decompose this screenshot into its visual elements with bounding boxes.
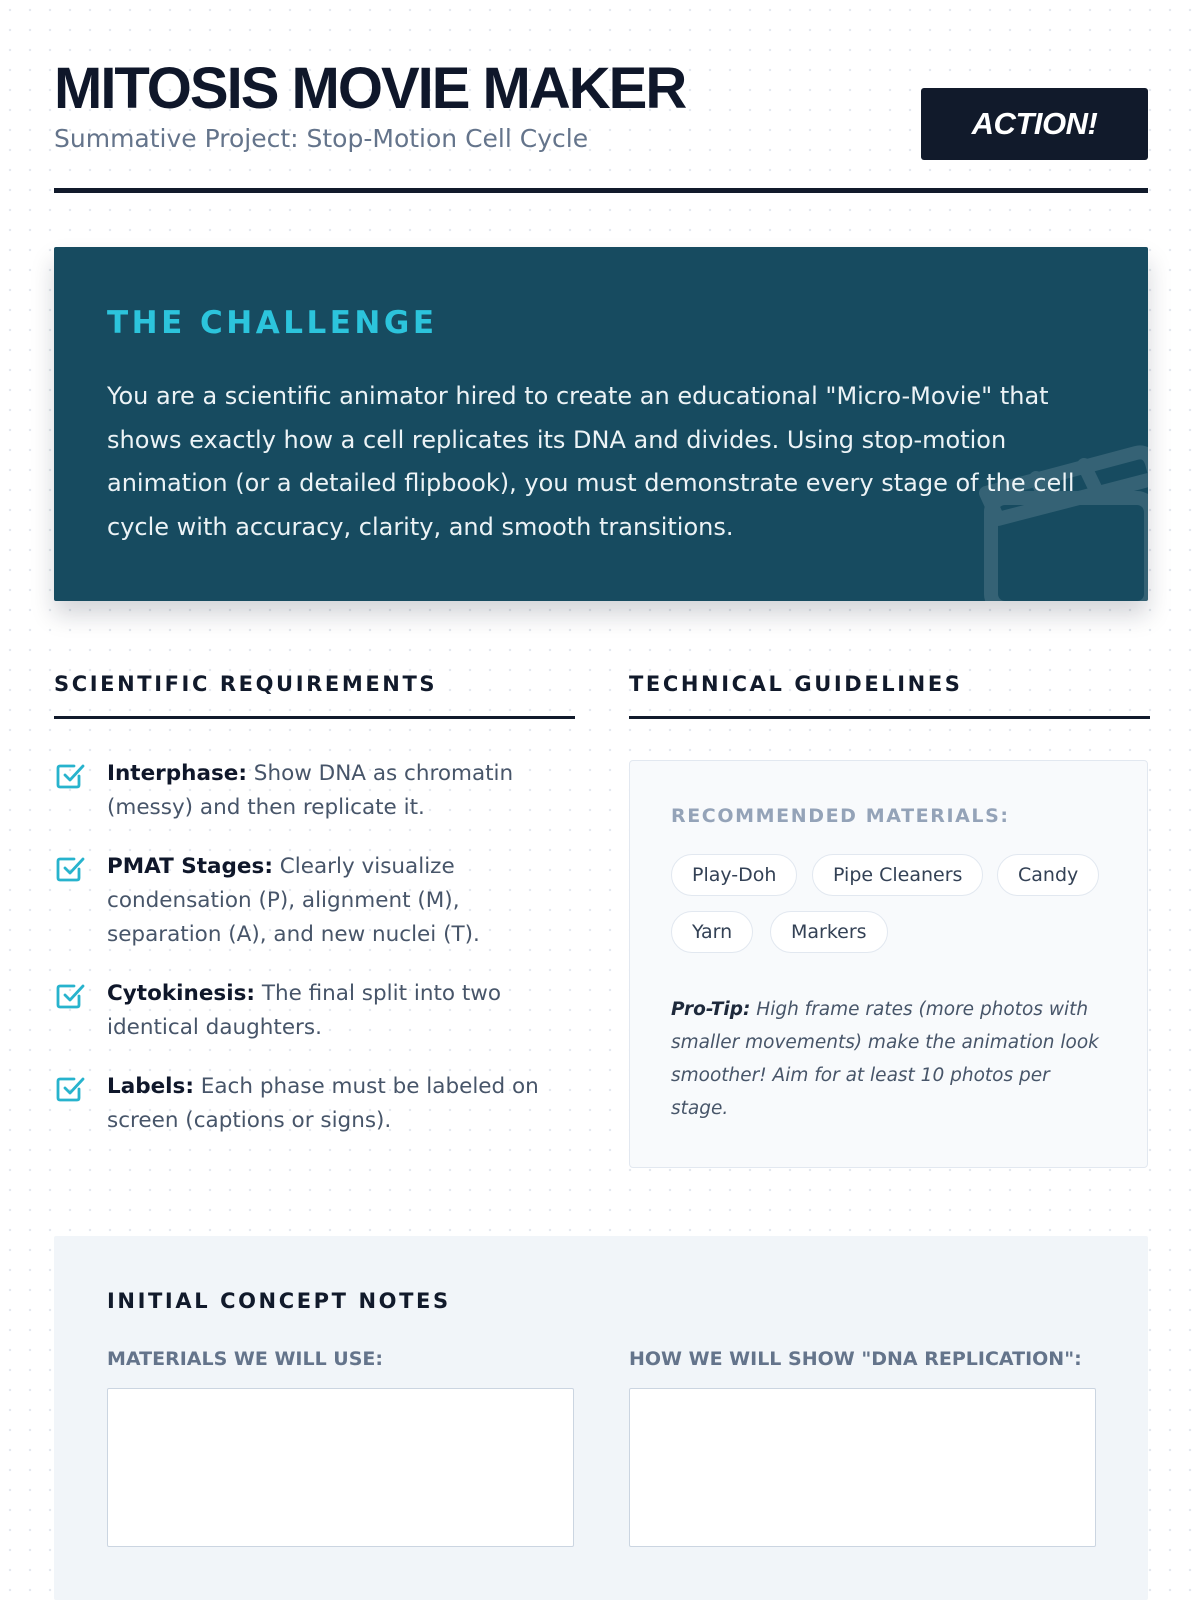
requirement-text [107, 757, 575, 825]
pro-tip-label: Pro-Tip: [671, 999, 751, 1020]
clapperboard-icon [966, 423, 1148, 601]
material-tag-markers[interactable]: Markers [770, 911, 888, 953]
technical-heading-block [629, 672, 1150, 719]
challenge-body: You are a scientific animator hired to create an educational "Micro-Movie" that shows exactly how a cell replicates its DNA and divides. Using stop-motion animation (or a detailed flipbook), you must demonstrate every stage of the cell cycle with accuracy, clarity, and smooth transitions. [107, 382, 1075, 541]
technical-guidelines-box [629, 760, 1148, 1168]
requirement-text [107, 850, 575, 952]
worksheet-page [54, 0, 1148, 1370]
material-tag-candy[interactable]: Candy [997, 854, 1099, 896]
materials-field-label: MATERIALS WE WILL USE: [107, 1348, 383, 1370]
checkbox-checked-icon [54, 853, 86, 885]
requirement-term: PMAT Stages: [107, 854, 273, 879]
materials-label: RECOMMENDED MATERIALS: [671, 805, 1010, 827]
requirements-heading-block [54, 672, 575, 719]
requirement-desc: Clearly visualize condensation (P), alignment (M), separation (A), and new nuclei (T). [107, 854, 480, 947]
requirement-term: Labels: [107, 1074, 194, 1099]
material-tag-pipe-cleaners[interactable]: Pipe Cleaners [812, 854, 983, 896]
requirements-heading: SCIENTIFIC REQUIREMENTS [54, 672, 438, 696]
checkbox-checked-icon [54, 1073, 86, 1105]
notes-heading: INITIAL CONCEPT NOTES [107, 1289, 451, 1313]
challenge-heading: THE CHALLENGE [107, 305, 438, 341]
technical-heading: TECHNICAL GUIDELINES [629, 672, 963, 696]
page-title: MITOSIS MOVIE MAKER [54, 56, 686, 121]
pro-tip [671, 993, 1111, 1125]
requirement-text [107, 1070, 575, 1138]
requirement-desc: Each phase must be labeled on screen (captions or signs). [107, 1074, 539, 1133]
requirement-desc: The final split into two identical daughters. [107, 981, 502, 1040]
material-tag-yarn[interactable]: Yarn [671, 911, 753, 953]
pro-tip-text: High frame rates (more photos with smaller movements) make the animation look smoother! Aim for at least 10 photos per stage. [671, 999, 1099, 1119]
page-subtitle: Summative Project: Stop-Motion Cell Cycle [54, 124, 589, 153]
requirement-text [107, 977, 575, 1045]
concept-notes-panel [54, 1236, 1148, 1600]
material-tag-play-doh[interactable]: Play-Doh [671, 854, 797, 896]
checkbox-checked-icon [54, 760, 86, 792]
challenge-panel [54, 247, 1148, 601]
dna-replication-textarea[interactable] [629, 1388, 1096, 1547]
checkbox-checked-icon [54, 980, 86, 1012]
requirement-desc: Show DNA as chromatin (messy) and then replicate it. [107, 761, 514, 820]
requirement-term: Interphase: [107, 761, 247, 786]
materials-textarea[interactable] [107, 1388, 574, 1547]
page-header [54, 0, 1148, 193]
action-button[interactable]: ACTION! [921, 88, 1148, 160]
replication-field-label: HOW WE WILL SHOW "DNA REPLICATION": [629, 1348, 1082, 1370]
requirement-term: Cytokinesis: [107, 981, 255, 1006]
